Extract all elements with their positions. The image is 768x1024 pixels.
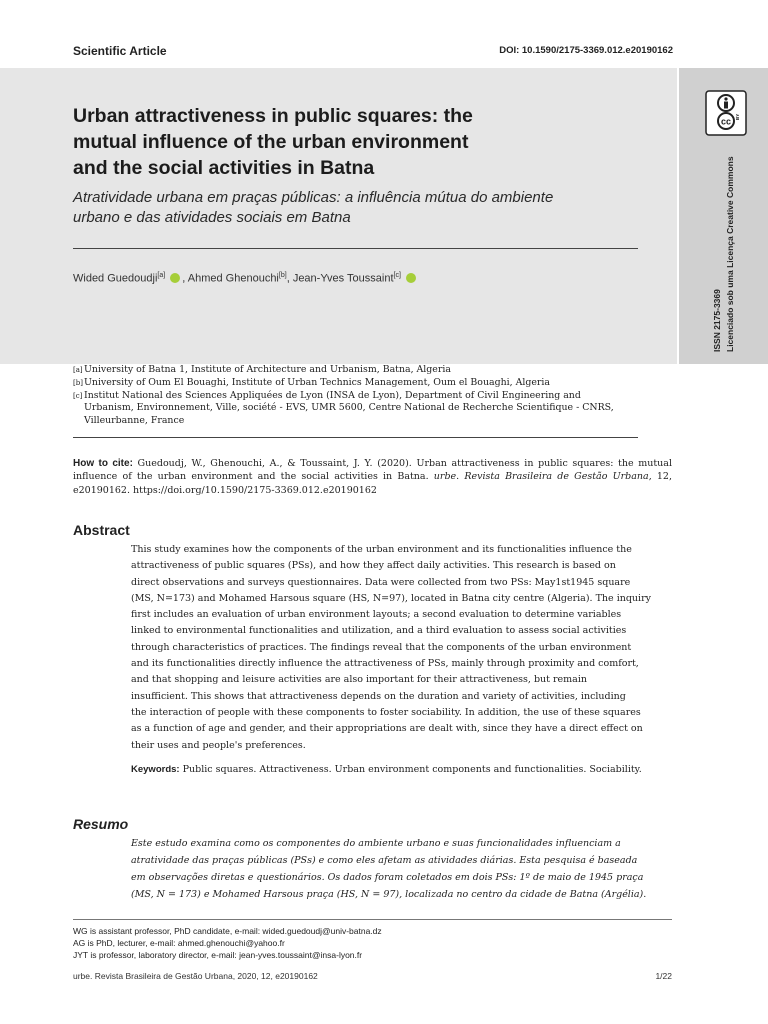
abstract-line: (MS, N=173) and Mohamed Harsous square (HS, N=97), located in Batna city centre (Algeria). The inquiry bbox=[131, 592, 651, 604]
footnote-divider bbox=[73, 919, 672, 920]
resumo-line: Este estudo examina como os componentes do ambiente urbano e suas funcionalidades influenciam a bbox=[131, 838, 621, 849]
badge-by-label: BY bbox=[735, 113, 740, 120]
issn-label: ISSN 2175-3369 bbox=[712, 289, 722, 352]
abstract-line: This study examines how the components of the urban environment and its functionalities influence the bbox=[131, 544, 632, 555]
abstract-line: insufficient. This shows that attractiveness depends on the duration and variety of activities, including bbox=[131, 690, 626, 702]
affiliation-text: University of Oum El Bouaghi, Institute of Urban Technics Management, Oum el Bouaghi, Algeria bbox=[84, 376, 550, 388]
journal-reference: urbe. Revista Brasileira de Gestão Urbana, 2020, 12, e20190162 bbox=[73, 971, 318, 981]
author-name: Ahmed Ghenouchi bbox=[187, 272, 279, 285]
keywords-text: Public squares. Attractiveness. Urban environment components and functionalities. Sociability. bbox=[182, 764, 642, 775]
how-to-cite bbox=[73, 457, 672, 497]
creative-commons-icon bbox=[705, 90, 747, 136]
resumo-body bbox=[131, 835, 672, 903]
page-header bbox=[73, 44, 673, 60]
author-separator: , bbox=[182, 272, 186, 285]
title-line: mutual influence of the urban environment bbox=[73, 131, 469, 153]
abstract-body bbox=[131, 542, 672, 754]
affiliation-text: University of Batna 1, Institute of Architecture and Urbanism, Batna, Algeria bbox=[84, 364, 451, 375]
cite-journal: urbe. Revista Brasileira de Gestão Urbana bbox=[433, 471, 649, 483]
affiliations bbox=[73, 364, 638, 428]
abstract-line: attractiveness of public squares (PSs), and how they affect daily activities. This research is based on bbox=[131, 560, 616, 572]
page-number: 1/22 bbox=[655, 971, 672, 981]
resumo-line: atratividade das praças públicas (PSs) e como eles afetam as atividades diárias. Esta pesquisa é baseada bbox=[131, 855, 638, 866]
footnote-item: JYT is professor, laboratory director, e-mail: jean-yves.toussaint@insa-lyon.fr bbox=[73, 950, 363, 960]
affiliation-item bbox=[73, 377, 638, 390]
affiliation-text: Institut National des Sciences Appliquées de Lyon (INSA de Lyon), Department of Civil Engineering and bbox=[84, 389, 581, 401]
affiliation-marker: [c] bbox=[73, 391, 83, 400]
abstract-line: direct observations and surveys questionnaires. Data were collected from two PSs: May1st1945 square bbox=[131, 576, 631, 588]
title-line: and the social activities in Batna bbox=[73, 157, 375, 179]
affiliation-text: Villeurbanne, France bbox=[84, 415, 185, 427]
resumo-heading: Resumo bbox=[73, 816, 129, 832]
abstract-line: the interaction of people with these components to foster sociability. In addition, the use of these squares bbox=[131, 706, 641, 718]
author-separator: , bbox=[286, 272, 290, 285]
affiliation-item bbox=[73, 364, 638, 377]
abstract-heading: Abstract bbox=[73, 522, 130, 538]
resumo-line: (MS, N = 173) e Mohamed Harsous praça (HS, N = 97), localizada no centro da cidade de Batna (Argélia). bbox=[131, 889, 647, 900]
affiliation-item bbox=[73, 390, 638, 428]
author-list bbox=[73, 272, 418, 285]
abstract-line: and that shopping and leisure activities are also important for their attractiveness, but remain bbox=[131, 674, 588, 686]
title-line: Urban attractiveness in public squares: the bbox=[73, 105, 473, 127]
abstract-line: their uses and people's preferences. bbox=[131, 739, 306, 751]
doi-label: DOI: 10.1590/2175-3369.012.e20190162 bbox=[499, 45, 673, 56]
svg-text:cc: cc bbox=[720, 116, 732, 127]
page-footer bbox=[73, 971, 672, 981]
title-divider bbox=[73, 248, 638, 249]
license-label: Licenciado sob uma Licença Creative Commons bbox=[725, 156, 735, 352]
cite-text: Guedoudj, W., Ghenouchi, A., & Toussaint, J. Y. (2020). Urban attractiveness in public squares: the mutual influence of the urban environment and the social activities in Batna. bbox=[73, 458, 672, 483]
cite-label: How to cite: bbox=[73, 458, 133, 469]
keywords-label: Keywords: bbox=[131, 764, 180, 775]
abstract-line: linked to environmental functionalities and utilization, and a third evaluation to assess social activities bbox=[131, 625, 627, 637]
affiliation-marker: [c] bbox=[393, 272, 401, 279]
affiliation-marker: [b] bbox=[73, 378, 83, 387]
abstract-line: and its functionalities directly influence the attractiveness of PSs, mainly through proximity and comfort, bbox=[131, 658, 639, 670]
orcid-icon[interactable] bbox=[406, 273, 416, 283]
keywords bbox=[131, 762, 672, 778]
subtitle-line: Atratividade urbana em praças públicas: a influência mútua do ambiente bbox=[73, 189, 554, 206]
footnote-item: WG is assistant professor, PhD candidate, e-mail: wided.guedoudj@univ-batna.dz bbox=[73, 926, 382, 936]
orcid-icon[interactable] bbox=[170, 273, 180, 283]
author-name: Jean-Yves Toussaint bbox=[292, 272, 394, 285]
affiliation-marker: [a] bbox=[157, 272, 166, 279]
affiliation-divider bbox=[73, 437, 638, 438]
abstract-line: as a function of age and gender, and their appropriations are dealt with, since they have a direct effect on bbox=[131, 723, 643, 735]
resumo-line: em observações diretas e questionários. Os dados foram coletados em dois PSs: 1º de maio de 1945 praça bbox=[131, 872, 644, 883]
footnote-item: AG is PhD, lecturer, e-mail: ahmed.ghenouchi@yahoo.fr bbox=[73, 938, 285, 948]
author-name: Wided Guedoudji bbox=[73, 272, 158, 285]
article-subtitle bbox=[73, 188, 633, 228]
license-text bbox=[711, 156, 737, 352]
affiliation-text: Urbanism, Environnement, Ville, société - EVS, UMR 5600, Centre National de Recherche Scientifique - CNRS, bbox=[84, 402, 614, 414]
article-title bbox=[73, 103, 633, 181]
abstract-line: first includes an evaluation of urban environment layouts; a second evaluation to determine variables bbox=[131, 609, 622, 621]
abstract-line: through characteristics of practices. The findings reveal that the components of the urban environment bbox=[131, 641, 632, 653]
footnotes bbox=[73, 925, 672, 961]
affiliation-marker: [a] bbox=[73, 366, 83, 374]
subtitle-line: urbano e das atividades sociais em Batna bbox=[73, 209, 351, 226]
cite-doi: , 12, e20190162. https://doi.org/10.1590/2175-3369.012.e20190162 bbox=[73, 471, 672, 496]
affiliation-marker: [b] bbox=[278, 272, 287, 279]
article-type: Scientific Article bbox=[73, 44, 167, 58]
